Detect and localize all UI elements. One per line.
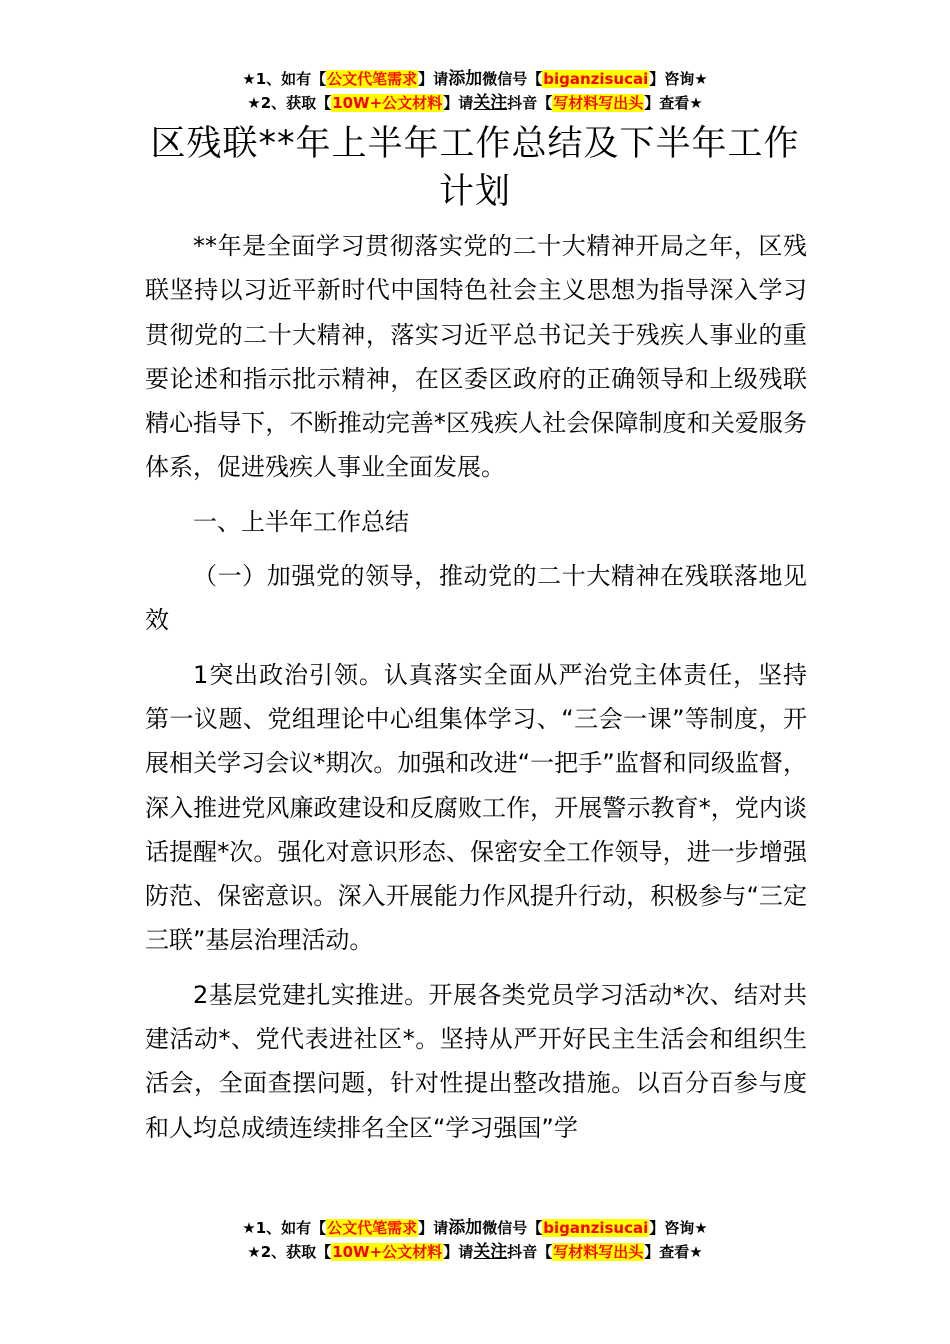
- promo-text: 】咨询★: [649, 1219, 708, 1237]
- body-paragraph: 1突出政治引领。认真落实全面从严治党主体责任，坚持第一议题、党组理论中心组集体学习、“三会一课”等制度，开展相关学习会议*期次。加强和改进“一把手”监督和同级监督，深入推进党风廉政建设和反腐败工作，开展警示教育*，党内谈话提醒*次。强化对意识形态、保密安全工作领导，进一步增强防范、保密意识。深入开展能力作风提升行动，积极参与“三定三联”基层治理活动。: [145, 660, 807, 955]
- promo-highlight-douyin: 写材料写出头: [553, 1243, 644, 1261]
- promo-emphasis: 添加: [448, 1218, 483, 1238]
- promo-emphasis: 添加: [448, 69, 483, 89]
- promo-emphasis: 关注: [473, 1242, 508, 1262]
- promo-text: 】咨询★: [649, 70, 708, 88]
- subsection-heading: （一）加强党的领导，推动党的二十大精神在残联落地见效: [145, 562, 807, 635]
- promo-highlight-douyin: 写材料写出头: [553, 94, 644, 112]
- promo-highlight-service: 公文代笔需求: [327, 70, 418, 88]
- promo-text: 抖音【: [507, 1243, 553, 1261]
- promo-text: 微信号【: [482, 70, 543, 88]
- promo-highlight-materials: 10W+公文材料: [332, 1243, 443, 1261]
- body-paragraph: 2基层党建扎实推进。开展各类党员学习活动*次、结对共建活动*、党代表进社区*。坚持从严开好民主生活会和组织生活会，全面查摆问题，针对性提出整改措施。以百分百参与度和人均总成绩连续排名全区“学习强国”学: [145, 980, 807, 1142]
- promo-text: 】请: [418, 1219, 449, 1237]
- promo-line-1: [0, 68, 950, 92]
- promo-text: 】请: [443, 94, 474, 112]
- intro-paragraph: **年是全面学习贯彻落实党的二十大精神开局之年，区残联坚持以习近平新时代中国特色社会主义思想为指导深入学习贯彻党的二十大精神，落实习近平总书记关于残疾人事业的重要论述和指示批示精神，在区委区政府的正确领导和上级残联精心指导下，不断推动完善*区残疾人社会保障制度和关爱服务体系，促进残疾人事业全面发展。: [145, 232, 807, 482]
- section-heading: 一、上半年工作总结: [193, 507, 409, 536]
- promo-banner-bottom: [0, 1217, 950, 1265]
- promo-highlight-service: 公文代笔需求: [327, 1219, 418, 1237]
- promo-text: ★2、获取【: [247, 1243, 332, 1261]
- promo-line-2: [0, 1241, 950, 1265]
- promo-emphasis: 关注: [473, 93, 508, 113]
- promo-highlight-wechat: biganzisucai: [543, 70, 649, 88]
- promo-text: 】查看★: [644, 94, 703, 112]
- promo-text: 】请: [418, 70, 449, 88]
- promo-highlight-wechat: biganzisucai: [543, 1219, 649, 1237]
- promo-banner-top: [0, 68, 950, 116]
- promo-text: ★1、如有【: [242, 1219, 327, 1237]
- document-body: [145, 224, 807, 1160]
- promo-line-2: [0, 92, 950, 116]
- promo-text: ★1、如有【: [242, 70, 327, 88]
- promo-text: 微信号【: [482, 1219, 543, 1237]
- promo-highlight-materials: 10W+公文材料: [332, 94, 443, 112]
- promo-text: 抖音【: [507, 94, 553, 112]
- promo-text: ★2、获取【: [247, 94, 332, 112]
- promo-text: 】查看★: [644, 1243, 703, 1261]
- promo-line-1: [0, 1217, 950, 1241]
- document-title: 区残联**年上半年工作总结及下半年工作计划: [150, 124, 800, 212]
- promo-text: 】请: [443, 1243, 474, 1261]
